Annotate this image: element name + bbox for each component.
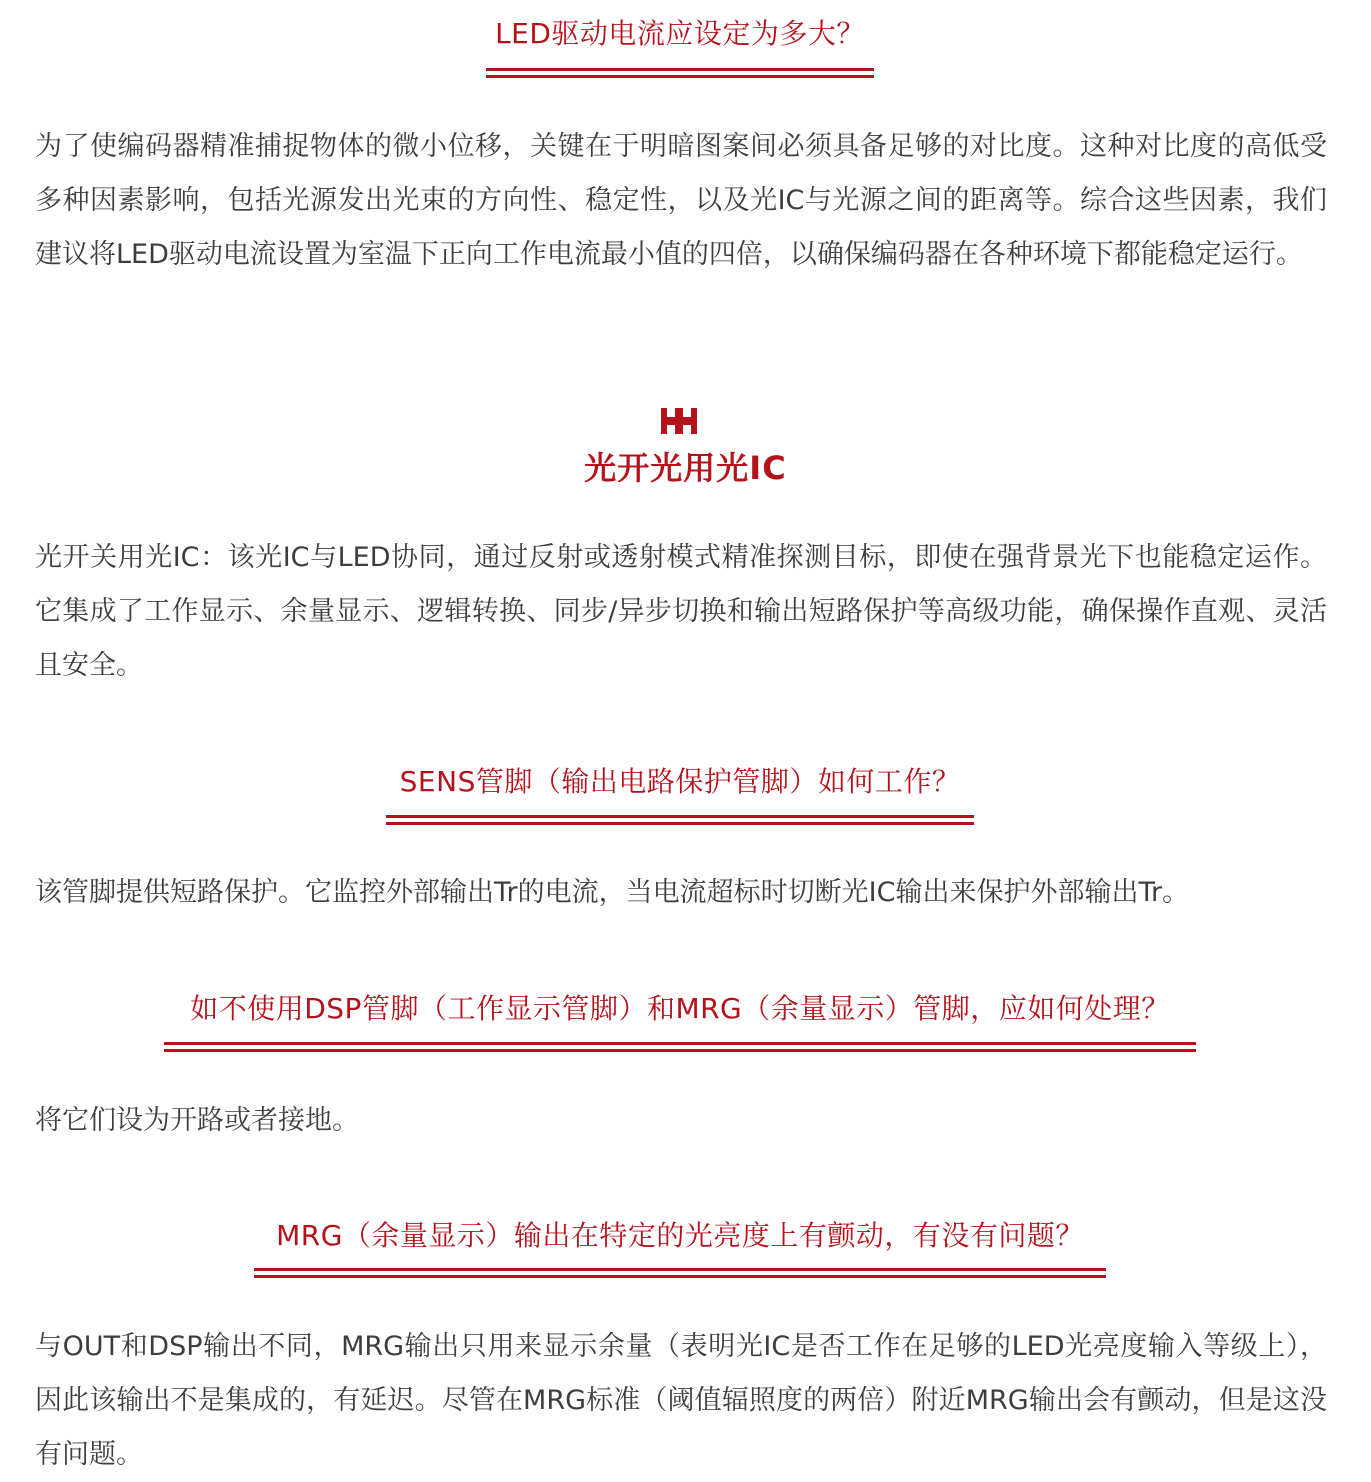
paragraph-photo-ic: 光开关用光IC：该光IC与LED协同，通过反射或透射模式精准探测目标，即使在强背景光下也能稳定运作。它集成了工作显示、余量显示、逻辑转换、同步/异步切换和输出短路保护等高级功能，确保操作直观、灵活且安全。 [35,542,1327,681]
paragraph-mrg-jitter: 与OUT和DSP输出不同，MRG输出只用来显示余量（表明光IC是否工作在足够的LED光亮度输入等级上），因此该输出不是集成的，有延迟。尽管在MRG标准（阈值辐照度的两倍）附近MRG输出会有颤动，但是这没有问题。 [35,1331,1327,1470]
heading-led-current: LED驱动电流应设定为多大？ [495,17,865,50]
heading-underline [254,1268,1106,1278]
heading-photo-ic: 光开光用光IC [584,449,787,487]
paragraph-sens-pin: 该管脚提供短路保护。它监控外部输出Tr的电流，当电流超标时切断光IC输出来保护外部输出Tr。 [35,877,1190,908]
paragraph-led-current: 为了使编码器精准捕捉物体的微小位移，关键在于明暗图案间必须具备足够的对比度。这种对比度的高低受多种因素影响，包括光源发出光束的方向性、稳定性，以及光IC与光源之间的距离等。综合这些因素，我们建议将LED驱动电流设置为室温下正向工作电流最小值的四倍，以确保编码器在各种环境下都能稳定运行。 [35,131,1327,270]
heading-underline [164,1042,1196,1052]
heading-sens-pin: SENS管脚（输出电路保护管脚）如何工作？ [399,765,961,798]
h-brand-icon [661,408,697,434]
heading-underline [386,815,974,825]
heading-underline [486,68,874,78]
heading-unused-pins: 如不使用DSP管脚（工作显示管脚）和MRG（余量显示）管脚，应如何处理？ [190,992,1170,1025]
paragraph-unused-pins: 将它们设为开路或者接地。 [35,1105,359,1136]
heading-mrg-jitter: MRG（余量显示）输出在特定的光亮度上有颤动，有没有问题？ [276,1219,1084,1252]
